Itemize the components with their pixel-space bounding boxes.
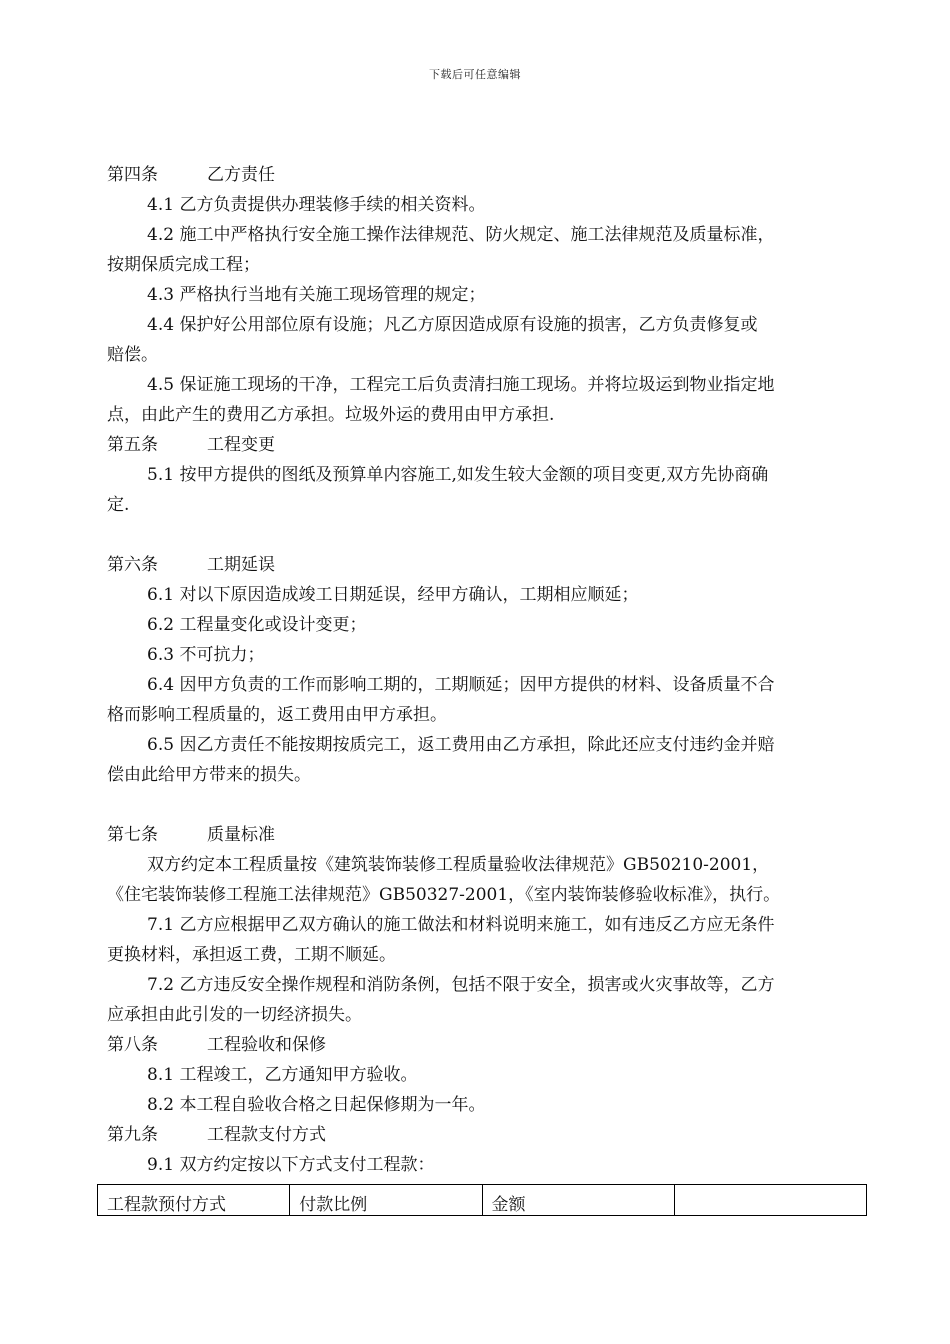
blank-line [107,520,847,550]
clause-line: 按期保质完成工程； [107,255,260,275]
section-heading-6 [107,550,847,580]
clause-line: 7.1 乙方应根据甲乙双方确认的施工做法和材料说明来施工，如有违反乙方应无条件 [147,915,775,935]
page-header-note: 下载后可任意编辑 [429,68,521,81]
clause-line: 5.1 按甲方提供的图纸及预算单内容施工,如发生较大金额的项目变更,双方先协商确 [147,465,769,485]
clause-line: 6.3 不可抗力； [147,645,265,665]
clause-line: 更换材料，承担返工费，工期不顺延。 [107,945,396,965]
section-number: 第四条 [107,165,158,185]
clause-line: 《住宅装饰装修工程施工法律规范》GB50327-2001，《室内装饰装修验收标准》，执行。 [107,885,781,905]
clause-line: 定. [107,495,130,515]
payment-table [97,1184,867,1216]
section-title: 乙方责任 [207,165,275,185]
clause-line: 格而影响工程质量的，返工费用由甲方承担。 [107,705,447,725]
clause-line: 4.1 乙方负责提供办理装修手续的相关资料。 [147,195,486,215]
clause-line: 7.2 乙方违反安全操作规程和消防条例，包括不限于安全，损害或火灾事故等，乙方 [147,975,775,995]
clause-line: 8.2 本工程自验收合格之日起保修期为一年。 [147,1095,486,1115]
clause-line: 4.3 严格执行当地有关施工现场管理的规定； [147,285,486,305]
section-number: 第九条 [107,1125,158,1145]
clause-line: 8.1 工程竣工，乙方通知甲方验收。 [147,1065,418,1085]
section-number: 第七条 [107,825,158,845]
clause-line: 赔偿。 [107,345,158,365]
table-header-cell [674,1185,866,1216]
clause-line: 6.4 因甲方负责的工作而影响工期的，工期顺延；因甲方提供的材料、设备质量不合 [147,675,775,695]
table-header-cell: 付款比例 [290,1185,482,1216]
clause-line: 4.4 保护好公用部位原有设施；凡乙方原因造成原有设施的损害，乙方负责修复或 [147,315,758,335]
clause-line: 双方约定本工程质量按《建筑装饰装修工程质量验收法律规范》GB50210-2001， [147,855,770,875]
section-title: 工程款支付方式 [207,1125,326,1145]
section-title: 工程验收和保修 [207,1035,326,1055]
table-row [98,1185,867,1216]
table-header-cell: 工程款预付方式 [98,1185,290,1216]
table-header-cell: 金额 [482,1185,674,1216]
clause-line: 4.2 施工中严格执行安全施工操作法律规范、防火规定、施工法律规范及质量标准， [147,225,775,245]
clause-line: 9.1 双方约定按以下方式支付工程款： [147,1155,435,1175]
clause-line: 点，由此产生的费用乙方承担。垃圾外运的费用由甲方承担. [107,405,555,425]
section-number: 第六条 [107,555,158,575]
contract-body [107,160,847,1180]
section-title: 工期延误 [207,555,275,575]
blank-line [107,790,847,820]
clause-line: 应承担由此引发的一切经济损失。 [107,1005,362,1025]
clause-line: 偿由此给甲方带来的损失。 [107,765,311,785]
clause-line: 6.2 工程量变化或设计变更； [147,615,367,635]
section-heading-9 [107,1120,847,1150]
section-heading-4 [107,160,847,190]
section-title: 质量标准 [207,825,275,845]
section-number: 第八条 [107,1035,158,1055]
clause-line: 6.5 因乙方责任不能按期按质完工，返工费用由乙方承担，除此还应支付违约金并赔 [147,735,775,755]
section-title: 工程变更 [207,435,275,455]
section-heading-5 [107,430,847,460]
section-number: 第五条 [107,435,158,455]
clause-line: 4.5 保证施工现场的干净，工程完工后负责清扫施工现场。并将垃圾运到物业指定地 [147,375,775,395]
clause-line: 6.1 对以下原因造成竣工日期延误，经甲方确认，工期相应顺延； [147,585,639,605]
section-heading-7 [107,820,847,850]
section-heading-8 [107,1030,847,1060]
